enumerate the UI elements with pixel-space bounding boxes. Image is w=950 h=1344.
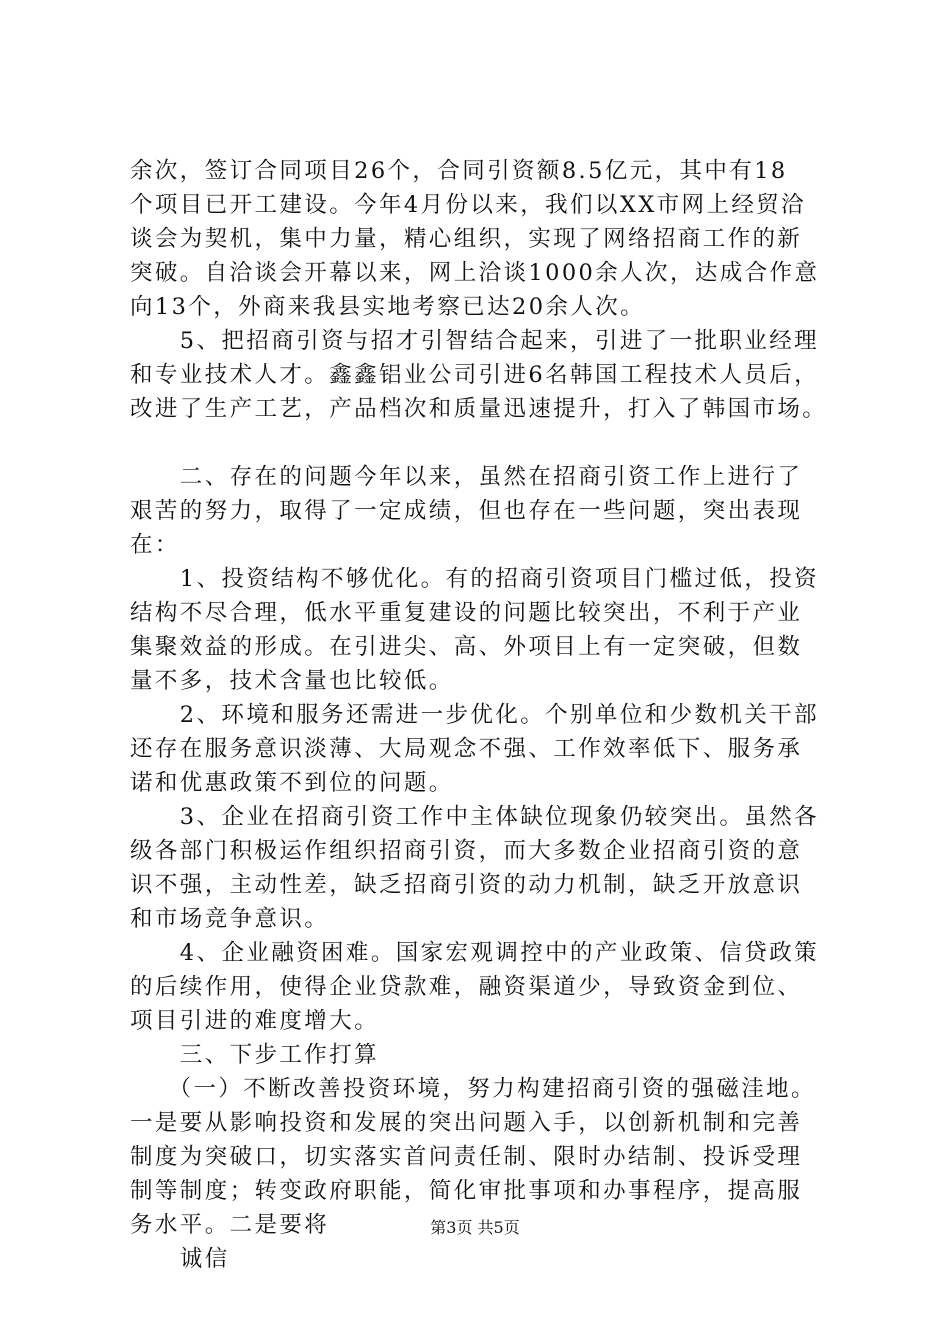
text-line: 级各部门积极运作组织招商引资，而大多数企业招商引资的意 bbox=[130, 838, 803, 864]
text-line: 的后续作用，使得企业贷款难，融资渠道少，导致资金到位、 bbox=[130, 974, 803, 1000]
text-line: 5、把招商引资与招才引智结合起来，引进了一批职业经理 bbox=[130, 328, 820, 354]
text-line: 艰苦的努力，取得了一定成绩，但也存在一些问题，突出表现 bbox=[130, 498, 803, 524]
text-line: 4、企业融资困难。国家宏观调控中的产业政策、信贷政策 bbox=[130, 940, 820, 966]
text-line: 3、企业在招商引资工作中主体缺位现象仍较突出。虽然各 bbox=[130, 804, 820, 830]
text-line: 突破。自洽谈会开幕以来，网上洽谈1000余人次，达成合作意 bbox=[130, 260, 820, 286]
page-number-footer: 第3页 共5页 bbox=[430, 1218, 520, 1237]
document-body bbox=[130, 154, 850, 1276]
text-line: 在： bbox=[130, 532, 180, 558]
text-line: 和专业技术人才。鑫鑫铝业公司引进6名韩国工程技术人员后， bbox=[130, 362, 820, 388]
text-line: 结构不尽合理，低水平重复建设的问题比较突出，不利于产业 bbox=[130, 600, 803, 626]
text-line: 1、投资结构不够优化。有的招商引资项目门槛过低，投资 bbox=[130, 566, 820, 592]
text-line: 制度为突破口，切实落实首问责任制、限时办结制、投诉受理 bbox=[130, 1144, 803, 1170]
text-line: 务水平。二是要将 bbox=[130, 1212, 330, 1238]
text-line: 诺和优惠政策不到位的问题。 bbox=[130, 770, 454, 796]
text-line: 一是要从影响投资和发展的突出问题入手，以创新机制和完善 bbox=[130, 1110, 803, 1136]
text-line: 识不强，主动性差，缺乏招商引资的动力机制，缺乏开放意识 bbox=[130, 872, 803, 898]
text-line: 还存在服务意识淡薄、大局观念不强、工作效率低下、服务承 bbox=[130, 736, 803, 762]
text-line: 制等制度；转变政府职能，简化审批事项和办事程序，提高服 bbox=[130, 1178, 803, 1204]
text-line: 量不多，技术含量也比较低。 bbox=[130, 668, 454, 694]
text-line: 集聚效益的形成。在引进尖、高、外项目上有一定突破，但数 bbox=[130, 634, 803, 660]
text-line: 个项目已开工建设。今年4月份以来，我们以XX市网上经贸洽 bbox=[130, 192, 807, 218]
section-heading-line: 二、存在的问题今年以来，虽然在招商引资工作上进行了 bbox=[130, 464, 803, 490]
text-line: 改进了生产工艺，产品档次和质量迅速提升，打入了韩国市场。 bbox=[130, 396, 828, 422]
section-heading-line: 三、下步工作打算 bbox=[130, 1042, 380, 1068]
text-line: 诚信 bbox=[130, 1246, 230, 1272]
text-line: （一）不断改善投资环境，努力构建招商引资的强磁洼地。 bbox=[130, 1076, 816, 1102]
text-line: 向13个，外商来我县实地考察已达20余人次。 bbox=[130, 294, 646, 320]
text-line: 余次，签订合同项目26个，合同引资额8.5亿元，其中有18 bbox=[130, 158, 788, 184]
text-line: 项目引进的难度增大。 bbox=[130, 1008, 380, 1034]
text-line: 谈会为契机，集中力量，精心组织，实现了网络招商工作的新 bbox=[130, 226, 803, 252]
text-line: 和市场竞争意识。 bbox=[130, 906, 330, 932]
text-line: 2、环境和服务还需进一步优化。个别单位和少数机关干部 bbox=[130, 702, 820, 728]
